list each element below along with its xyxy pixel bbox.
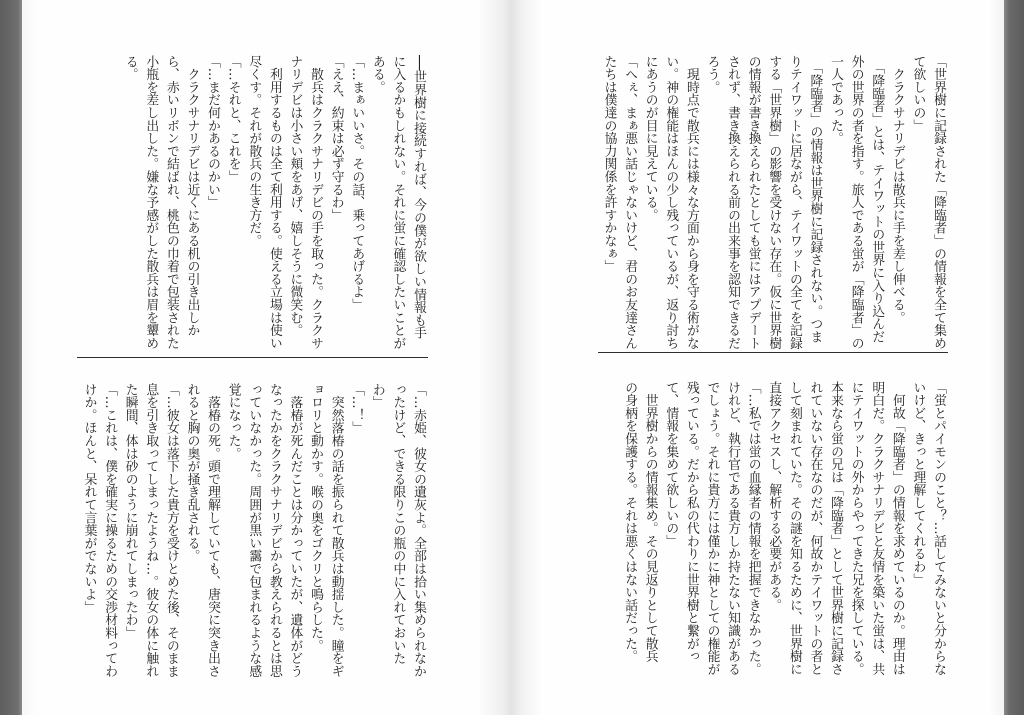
text-line: でしょう。それに貴方には僅かに神としての権能が [704, 381, 720, 676]
text-line: 「…まぁいいさ。その話、乗ってあげるよ」 [349, 55, 365, 311]
text-line: 「…彼女は落下した貴方を受けとめた後、そのまま [163, 383, 179, 678]
left-page-tier-divider [77, 357, 428, 358]
right-page [512, 0, 1004, 715]
text-line: 「へぇ、まぁ悪い話じゃないけど、君のお友達さん [622, 55, 638, 350]
text-line: る。 [122, 55, 138, 81]
text-line: ナリデビは小さい頬をあげ、嬉しそうに微笑む。 [287, 55, 303, 337]
text-line: 落椿が死んだことは分かっていたが、遺体がどう [287, 383, 303, 678]
text-line: 「…まだ何かあるのかい」 [205, 55, 221, 209]
text-line: わ」 [369, 383, 385, 409]
text-line: 「…それと、これを」 [225, 55, 241, 183]
text-line: 残っている。だから私の代わりに世界樹と繋がっ [683, 381, 699, 663]
text-line: 「…これは、僕を確実に操るための交渉材料ってわ [102, 383, 118, 678]
text-line: けか。ほんと、呆れて言葉がでないよ」 [81, 383, 97, 614]
text-line: りテイワットに居ながら、テイワットの全てを記録 [786, 55, 802, 350]
text-line: ろう。 [704, 55, 720, 94]
text-line: ら、赤いリボンで結ばれ、桃色の巾着で包装された [163, 55, 179, 350]
text-line: して刻まれていた。その謎を知るために、世界樹に [786, 381, 802, 676]
text-line: 何故「降臨者」の情報を求めているのか。理由は [889, 381, 905, 676]
text-line: 尽くす。それが散兵の生き方だ。 [246, 55, 262, 247]
text-line: 「…！」 [349, 383, 365, 435]
text-line: 直接アクセスし、解析する必要がある。 [766, 381, 782, 612]
text-line: 「ええ、約束は必ず守るわ」 [328, 55, 344, 222]
text-line: ──世界樹に接続すれば、今の僕が欲しい情報も手 [411, 55, 426, 340]
text-line: にあうのが目に見えている。 [642, 55, 658, 222]
text-line: 世界樹からの情報集め。その見返りとして散兵 [642, 381, 658, 663]
text-line: の身柄を保護する。それは悪くはない話だった。 [622, 381, 638, 663]
text-line: ったけど、できる限りこの瓶の中に入れておいた [390, 383, 406, 665]
text-line: 「蛍とパイモンのこと？…話してみないと分からな [931, 381, 946, 676]
text-line: 「…赤姫、彼女の遺灰よ。全部は拾い集められなか [411, 383, 426, 678]
text-line: の情報が書き換えられたとしても蛍にはアプデート [745, 55, 761, 350]
text-line: 外の世界の者を指す。旅人である蛍が「降臨者」の [848, 55, 864, 350]
text-line: たちは僕達の協力関係を許すかなぁ」 [601, 55, 617, 273]
text-line: 小瓶を差し出した。嫌な予感がした散兵は眉を顰め [143, 55, 159, 350]
text-line: 息を引き取ってしまったようね…。彼女の体に触れ [143, 383, 159, 678]
text-line: 散兵はクラクサナリデビの手を取った。クラクサ [308, 55, 324, 350]
text-line: する「世界樹」の影響を受けない存在。仮に世界樹 [766, 55, 782, 350]
text-line: ある。 [369, 55, 385, 94]
text-line: れていない存在なのだが、何故かテイワットの者と [807, 381, 823, 676]
text-line: なったかをクラクサナリデビから教えられるとは思 [266, 383, 282, 678]
text-line: ョロリと動かす。喉の奥をゴクリと鳴らした。 [308, 383, 324, 652]
text-line: 「降臨者」の情報は世界樹に記録されない。つま [807, 55, 823, 343]
left-page-top-tier [78, 55, 428, 355]
text-line: っていなかった。周囲が黒い靄で包まれるような感 [246, 383, 262, 678]
text-line: た瞬間、体は砂のように崩れてしまったわ」 [122, 383, 138, 639]
text-line: 突然落椿の話を振られて散兵は動揺した。瞳をギ [328, 383, 344, 678]
text-line: いけど、きっと理解してくれるわ」 [910, 381, 926, 586]
text-line: れると胸の奥が掻き乱される。 [184, 383, 200, 563]
text-line: けれど、執行官である貴方しか持たない知識がある [725, 381, 741, 676]
text-line: 覚になった。 [225, 383, 241, 460]
text-line: 利用するものは全て利用する。使える立場は使い [266, 55, 282, 350]
text-line: て、情報を集めて欲しいの」 [663, 381, 679, 548]
text-line: 落椿の死。頭で理解していても、唐突に突き出さ [205, 383, 221, 678]
text-line: 現時点で散兵には様々な方面から身を守る術がな [683, 55, 699, 350]
right-book-edge [1004, 0, 1024, 715]
text-line: 一人であった。 [828, 55, 844, 145]
right-page-top-tier [598, 55, 948, 355]
right-page-bottom-tier [598, 381, 948, 681]
left-book-edge [0, 0, 22, 715]
left-page-bottom-tier [78, 383, 428, 683]
text-line: クラクサナリデビは散兵に手を差し伸べる。 [889, 55, 905, 324]
text-line: クラクサナリデビは近くにある机の引き出しか [184, 55, 200, 337]
right-page-tier-divider [598, 352, 948, 353]
text-line: 「…私では蛍の血縁者の情報を把握できなかった。 [745, 381, 761, 676]
text-line: 「降臨者」とは、テイワットの世界に入り込んだ [869, 55, 885, 343]
text-line: 「世界樹に記録された「降臨者」の情報を全て集め [931, 55, 946, 350]
text-line: 明白だ。クラクサナリデビと友情を築いた蛍は、共 [869, 381, 885, 676]
text-line: 本来なら蛍の兄は「降臨者」として世界樹に記録さ [828, 381, 844, 676]
text-line: に入るかもしれない。それに蛍に確認したいことが [390, 55, 406, 350]
text-line: い。神の権能はほんの少し残っているが、返り討ち [663, 55, 679, 350]
text-line: にテイワットの外からやってきた兄を探している。 [848, 381, 864, 676]
left-page [22, 0, 512, 715]
text-line: されず、書き換えられる前の出来事を認知できるだ [725, 55, 741, 350]
text-line: て欲しいの」 [910, 55, 926, 132]
